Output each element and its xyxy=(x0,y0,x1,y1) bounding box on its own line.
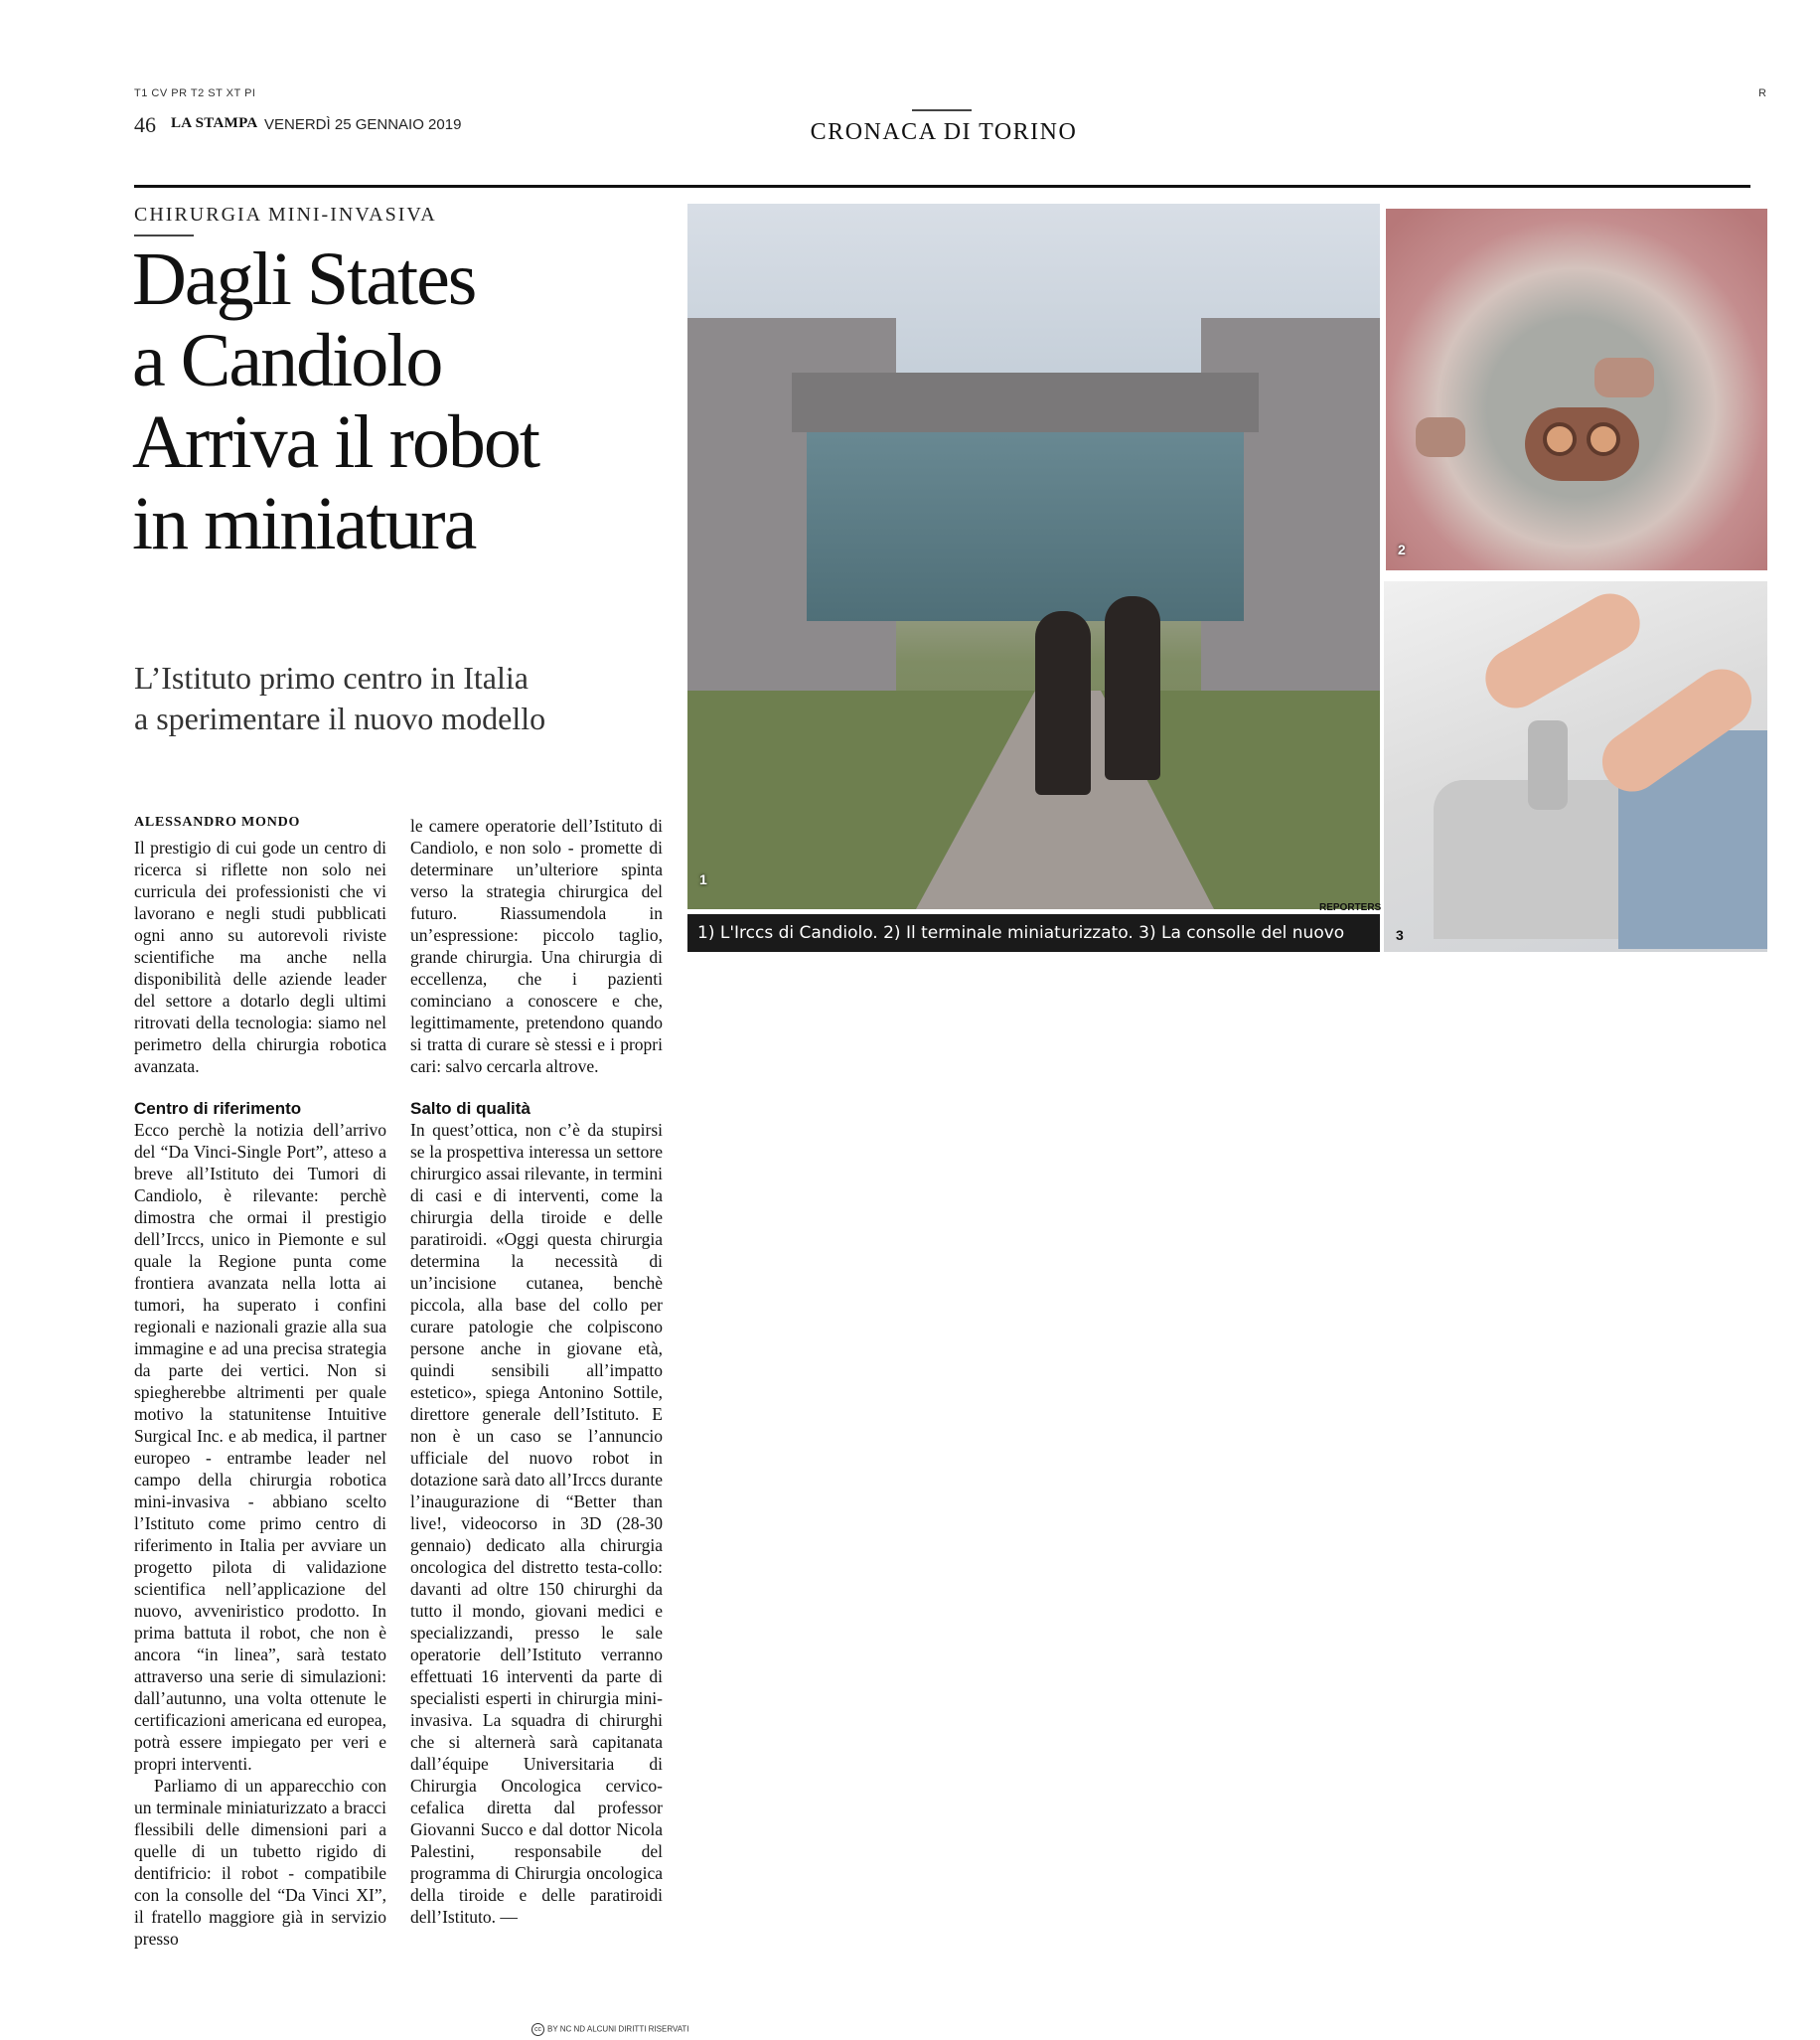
photo-instrument xyxy=(1594,358,1654,397)
copyright-text: BY NC ND ALCUNI DIRITTI RISERVATI xyxy=(547,2024,689,2034)
headline-line: in miniatura xyxy=(132,482,476,566)
subhead: Salto di qualità xyxy=(410,1099,531,1118)
photo-lens xyxy=(1587,422,1620,456)
masthead: LA STAMPA xyxy=(171,115,258,131)
photo-lens xyxy=(1543,422,1577,456)
subhead: Centro di riferimento xyxy=(134,1099,302,1118)
paragraph: Parliamo di un apparecchio con un terminale miniaturizzato a bracci flessibili delle dimensioni pari a quelle di un tubetto rigido di dentifricio: il robot - compatibile con la consolle del “Da Vinci XI”, il fratello maggiore già in servizio presso xyxy=(134,1776,386,1949)
photo-number: 3 xyxy=(1396,927,1404,943)
headline-line: Arriva il robot xyxy=(132,400,539,485)
photo-bridge xyxy=(792,373,1259,432)
page-number: 46 xyxy=(134,112,156,137)
photo-instrument xyxy=(1416,417,1465,457)
creative-commons-icon: cc xyxy=(531,2023,544,2036)
end-mark: — xyxy=(500,1907,518,1927)
article-column-1 xyxy=(134,815,386,1950)
headline xyxy=(132,238,688,564)
photo-camera-tube xyxy=(1525,407,1639,481)
photo-person xyxy=(1105,596,1160,780)
paragraph xyxy=(410,1119,663,1928)
copyright-notice xyxy=(531,2023,689,2036)
photo-hand xyxy=(1474,583,1650,719)
page-slug-right: R xyxy=(1758,87,1766,99)
photo-person xyxy=(1035,611,1091,795)
photo-hospital-building xyxy=(687,204,1380,909)
page-slug: T1 CV PR T2 ST XT PI xyxy=(134,87,256,99)
byline: ALESSANDRO MONDO xyxy=(134,815,301,830)
kicker: CHIRURGIA MINI-INVASIVA xyxy=(134,204,437,226)
kicker-rule xyxy=(134,235,194,236)
subheadline xyxy=(134,658,690,739)
paragraph: le camere operatorie dell’Istituto di Candiolo, e non solo - promette di determinare un’ulteriore spinta verso la strategia chirurgica del futuro. Riassumendola in un’espressione: piccolo taglio, grande chirurgia. Una chirurgia di eccellenza, che i pazienti cominciano a conoscere e che, legittimamente, pretendono quando si tratta di curare sè stessi e i propri cari: salvo cercarla altrove. xyxy=(410,816,663,1076)
photo-miniature-terminal xyxy=(1386,209,1767,570)
section-ornament xyxy=(912,109,972,111)
photo-caption: 1) L'Irccs di Candiolo. 2) Il terminale miniaturizzato. 3) La consolle del nuovo robot xyxy=(687,914,1380,952)
photo-credit: REPORTERS xyxy=(1319,902,1382,913)
photo-number: 1 xyxy=(699,871,707,887)
section-title: CRONACA DI TORINO xyxy=(810,119,1078,145)
publication-date: VENERDÌ 25 GENNAIO 2019 xyxy=(264,116,462,133)
photo-console-control xyxy=(1528,720,1568,810)
subheadline-line: a sperimentare il nuovo modello xyxy=(134,700,546,736)
photo-number: 2 xyxy=(1398,542,1406,557)
photo-robot-console xyxy=(1384,581,1767,952)
paragraph: Ecco perchè la notizia dell’arrivo del “Da Vinci-Single Port”, atteso a breve all’Istituto dei Tumori di Candiolo, è rilevante: perchè dimostra che ormai il prestigio dell’Irccs, unico in Piemonte e sul quale la Regione punta come frontiera avanzata nella lotta ai tumori, ha superato i confini regionali e nazionali grazie alla sua immagine e ad una precisa strategia da parte dei vertici. Non si spiegherebbe altrimenti per quale motivo la statunitense Intuitive Surgical Inc. e ab medica, il partner europeo - entrambe leader nel campo della chirurgia robotica mini-invasiva - abbiano scelto l’Istituto come primo centro di riferimento in Italia per avviare un progetto pilota di validazione scientifica nell’applicazione del nuovo, avveniristico prodotto. In prima battuta il robot, che non è ancora “in linea”, sarà testato attraverso una serie di simulazioni: dall’autunno, una volta ottenute le certificazioni americana ed europea, potrà essere impiegato per veri e propri interventi. xyxy=(134,1120,386,1774)
headline-line: a Candiolo xyxy=(132,319,442,403)
paragraph-text: In quest’ottica, non c’è da stupirsi se la prospettiva interessa un settore chirurgico assai rilevante, in termini di casi e di interventi, come la chirurgia della tiroide e delle paratiroidi. «Oggi questa chirurgia determina la necessità di un’incisione cutanea, benchè piccola, alla base del collo per curare patologie che colpiscono persone anche in giovane età, quindi sensibili all’impatto estetico», spiega Antonino Sottile, direttore generale dell’Istituto. E non è un caso se l’annuncio ufficiale del nuovo robot in dotazione sarà dato all’Irccs durante l’inaugurazione di “Better than live!, videocorso in 3D (28-30 gennaio) dedicato alla chirurgia oncologica del distretto testa-collo: davanti ad oltre 150 chirurghi da tutto il mondo, giovani medici e specializzandi, presso le sale operatorie dell’Istituto verranno effettuati 16 interventi da parte di specialisti esperti in chirurgia mini-invasiva. La squadra di chirurghi che si alternerà sarà capitanata dall’équipe Universitaria di Chirurgia Oncologica cervico-cefalica diretta dal professor Giovanni Succo e dal dottor Nicola Palestini, responsabile del programma di Chirurgia oncologica della tiroide e delle paratiroidi dell’Istituto. xyxy=(410,1120,663,1927)
paragraph: Il prestigio di cui gode un centro di ricerca si riflette non solo nei curricula dei professionisti che vi lavorano e negli studi pubblicati ogni anno su autorevoli riviste scientifiche ma anche nella disponibilità delle aziende leader del settore a dotarlo degli ultimi ritrovati della tecnologia: siamo nel perimetro della chirurgia robotica avanzata. xyxy=(134,838,386,1076)
article-column-2 xyxy=(410,815,663,1928)
subheadline-line: L’Istituto primo centro in Italia xyxy=(134,660,529,696)
headline-line: Dagli States xyxy=(132,237,476,321)
header-rule xyxy=(134,185,1750,188)
